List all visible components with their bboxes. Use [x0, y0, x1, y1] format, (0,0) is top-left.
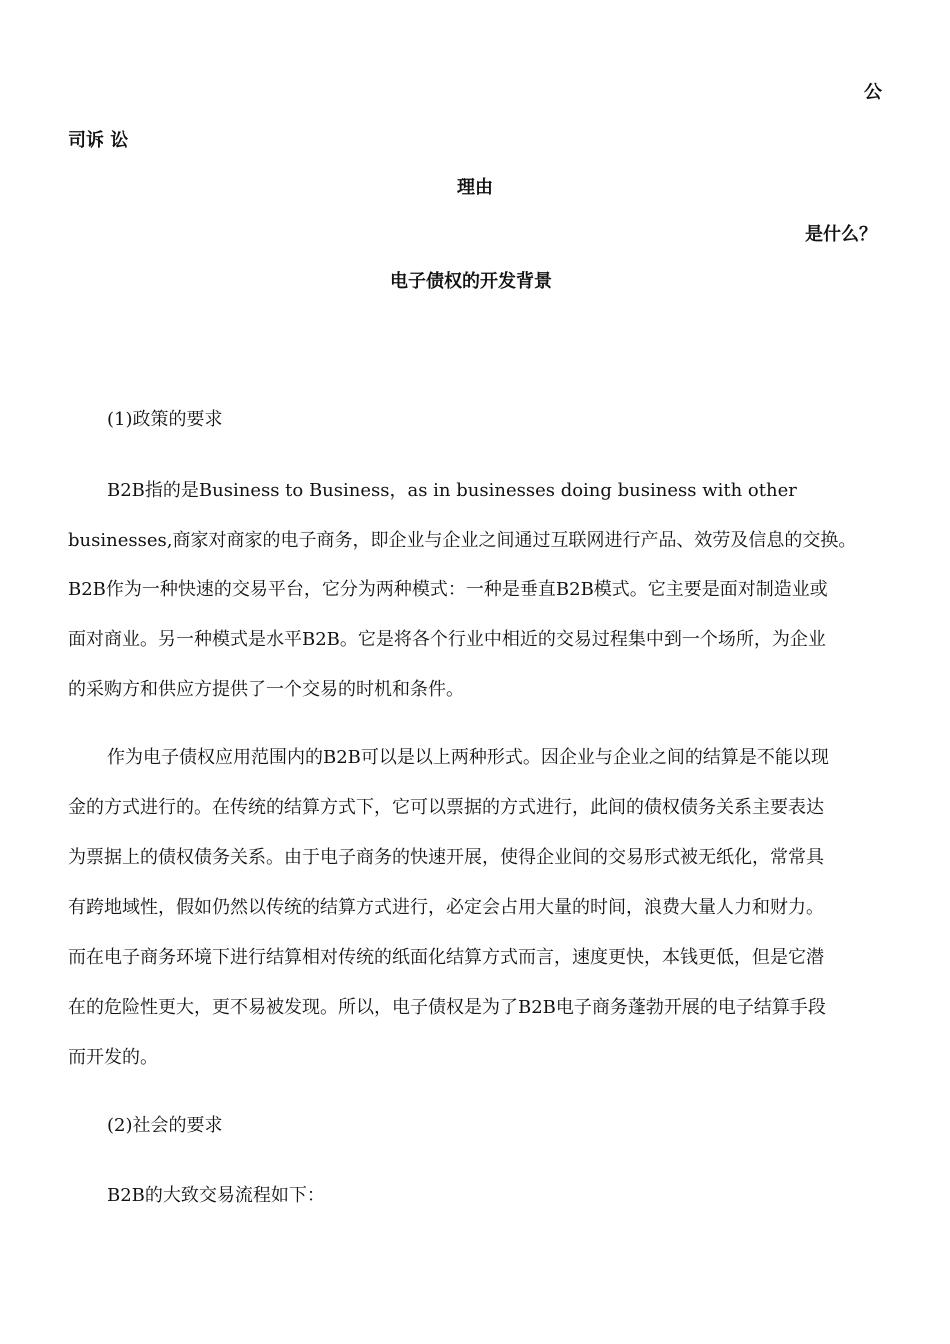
paragraph-line: 金的方式进行的。在传统的结算方式下，它可以票据的方式进行，此间的债权债务关系主要表达: [68, 797, 824, 818]
paragraph-line: 的采购方和供应方提供了一个交易的时机和条件。: [68, 679, 464, 700]
title-fragment-4: 是什么？: [805, 224, 877, 245]
paragraph-line: 为票据上的债权债务关系。由于电子商务的快速开展，使得企业间的交易形式被无纸化，常常具: [68, 847, 824, 868]
title-fragment-3: 理由: [457, 177, 493, 198]
paragraph-line: businesses,商家对商家的电子商务，即企业与企业之间通过互联网进行产品、效劳及信息的交换。: [68, 530, 857, 551]
paragraph-line: B2B指的是Business to Business，as in businesses doing business with other: [107, 480, 797, 501]
section-2-heading: (2)社会的要求: [107, 1115, 223, 1136]
paragraph-line: B2B作为一种快速的交易平台，它分为两种模式：一种是垂直B2B模式。它主要是面对制造业或: [68, 579, 828, 600]
section-1-heading: (1)政策的要求: [107, 409, 223, 430]
paragraph-line: 在的危险性更大，更不易被发现。所以，电子债权是为了B2B电子商务蓬勃开展的电子结算手段: [68, 997, 826, 1018]
paragraph-line: 有跨地域性，假如仍然以传统的结算方式进行，必定会占用大量的时间，浪费大量人力和财力。: [68, 897, 824, 918]
title-fragment-1: 公: [864, 82, 882, 103]
paragraph-line: B2B的大致交易流程如下：: [107, 1185, 325, 1206]
paragraph-line: 而在电子商务环境下进行结算相对传统的纸面化结算方式而言，速度更快，本钱更低，但是它潜: [68, 947, 824, 968]
paragraph-line: 而开发的。: [68, 1047, 158, 1068]
paragraph-line: 面对商业。另一种模式是水平B2B。它是将各个行业中相近的交易过程集中到一个场所，为企业: [68, 629, 826, 650]
title-fragment-2: 司诉 讼: [68, 130, 129, 151]
section-title: 电子债权的开发背景: [390, 271, 552, 292]
paragraph-line: 作为电子债权应用范围内的B2B可以是以上两种形式。因企业与企业之间的结算是不能以现: [107, 747, 829, 768]
